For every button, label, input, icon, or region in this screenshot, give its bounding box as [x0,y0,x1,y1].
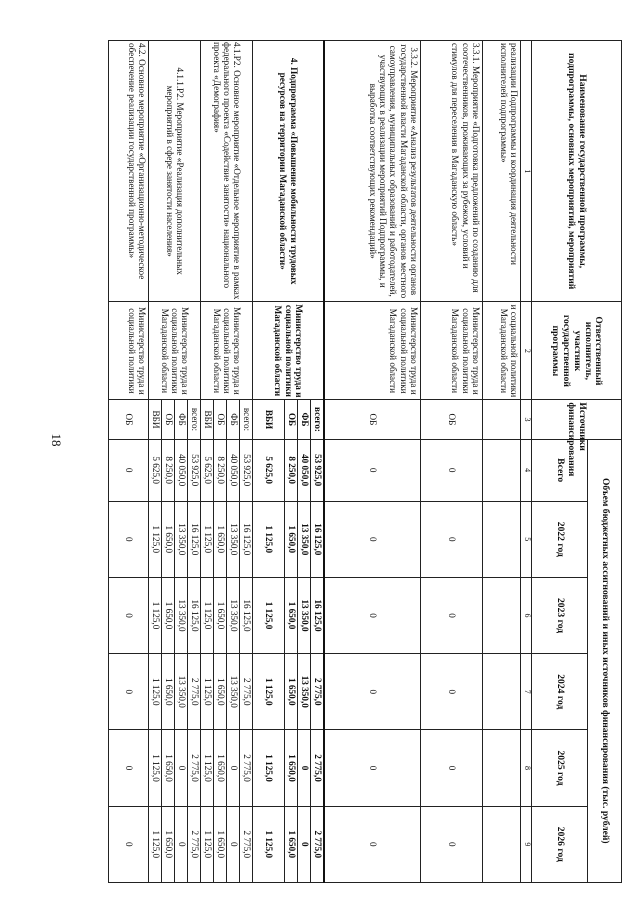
row-name: 4.1.1.Р2. Мероприятие «Реализация дополнительных мероприятий в сфере занятости населения» [149,41,201,302]
value-cell: 1 125,0 [149,577,162,653]
value-cell: 1 125,0 [253,806,285,882]
row-source: всего: [311,400,325,439]
header-year: 2025 год [532,730,588,806]
value-cell: 40 050,0 [298,439,311,501]
value-cell: 0 [227,806,240,882]
value-cell: 0 [325,439,421,501]
value-cell: 40 050,0 [175,439,188,501]
col-num: 7 [521,654,532,730]
value-cell: 1 650,0 [214,501,227,577]
value-cell: 13 350,0 [298,654,311,730]
value-cell: 1 650,0 [285,501,298,577]
col-num: 1 [521,41,532,302]
value-cell: 1 650,0 [285,577,298,653]
row-source: ВБИ [253,400,285,439]
value-cell: 0 [175,806,188,882]
value-cell: 1 125,0 [201,577,214,653]
value-cell: 8 250,0 [214,439,227,501]
value-cell: 0 [421,501,483,577]
value-cell: 0 [325,730,421,806]
header-year: 2024 год [532,654,588,730]
value-cell: 0 [325,654,421,730]
value-cell: 1 650,0 [162,501,175,577]
row-name: 4.1.Р2. Основное мероприятие «Отдельное мероприятие в рамках федерального проекта «Содействие занятости» национального проекта «Демография» [201,41,253,302]
value-cell: 1 125,0 [149,806,162,882]
header-source: Источники финансирования [532,400,622,439]
value-cell: 0 [421,806,483,882]
row-name: 4.2. Основное мероприятие «Организационно-методическое обеспечение реализации государственной программы» [109,41,149,302]
row-source: ФБ [175,400,188,439]
value-cell: 0 [109,730,149,806]
value-cell: 0 [298,730,311,806]
value-cell: 1 125,0 [201,501,214,577]
value-cell: 2 775,0 [311,730,325,806]
row-executor: Министерство труда и социальной политики Магаданской области [253,302,325,400]
value-cell: 0 [325,501,421,577]
value-cell: 1 650,0 [214,654,227,730]
value-cell: 1 125,0 [149,501,162,577]
row-executor: и социальной политики Магаданской области [483,302,521,400]
value-cell: 1 650,0 [285,654,298,730]
row-executor: Министерство труда и социальной политики Магаданской области [325,302,421,400]
value-cell: 53 925,0 [311,439,325,501]
value-cell: 13 350,0 [227,501,240,577]
row-executor: Министерство труда и социальной политики Магаданской области [421,302,483,400]
value-cell: 53 925,0 [240,439,253,501]
value-cell: 1 125,0 [253,730,285,806]
value-cell: 13 350,0 [227,654,240,730]
col-num: 2 [521,302,532,400]
header-executor: Ответственный исполнитель, участник государственной программы [532,302,622,400]
value-cell: 1 125,0 [201,730,214,806]
col-num: 9 [521,806,532,882]
value-cell: 0 [325,806,421,882]
value-cell: 0 [109,577,149,653]
value-cell: 16 125,0 [188,577,201,653]
table-row [188,41,201,883]
value-cell: 1 650,0 [162,730,175,806]
header-year: 2023 год [532,577,588,653]
value-cell: 0 [109,439,149,501]
value-cell: 13 350,0 [175,654,188,730]
value-cell: 1 650,0 [285,806,298,882]
row-name: 4. Подпрограмма «Повышение мобильности трудовых ресурсов на территории Магаданской области» [253,41,325,302]
value-cell: 13 350,0 [298,501,311,577]
value-cell: 1 125,0 [253,654,285,730]
value-cell: 1 125,0 [201,806,214,882]
value-cell: 0 [325,577,421,653]
value-cell: 1 125,0 [201,654,214,730]
value-cell: 0 [298,806,311,882]
col-num: 3 [521,400,532,439]
row-source: ОБ [285,400,298,439]
value-cell: 2 775,0 [188,654,201,730]
row-source: ОБ [214,400,227,439]
value-cell: 2 775,0 [240,806,253,882]
value-cell: 1 650,0 [214,806,227,882]
header-year: 2026 год [532,806,588,882]
value-cell: 13 350,0 [298,577,311,653]
value-cell: 0 [421,577,483,653]
value-cell: 2 775,0 [188,730,201,806]
row-source: ВБИ [149,400,162,439]
row-source: всего: [240,400,253,439]
value-cell: 16 125,0 [188,501,201,577]
col-num: 8 [521,730,532,806]
col-num: 6 [521,577,532,653]
row-executor: Министерство труда и социальной политики Магаданской области [149,302,201,400]
value-cell: 0 [175,730,188,806]
value-cell: 13 350,0 [175,501,188,577]
value-cell: 13 350,0 [175,577,188,653]
row-source: ФБ [298,400,311,439]
value-cell: 16 125,0 [240,577,253,653]
value-cell: 1 650,0 [214,730,227,806]
value-cell: 2 775,0 [311,806,325,882]
value-cell: 2 775,0 [240,654,253,730]
table-row [109,41,149,883]
value-cell: 0 [109,654,149,730]
row-source: ОБ [325,400,421,439]
col-num: 5 [521,501,532,577]
value-cell: 16 125,0 [311,501,325,577]
value-cell: 5 625,0 [149,439,162,501]
value-cell: 1 125,0 [149,730,162,806]
value-cell: 1 125,0 [253,501,285,577]
value-cell: 5 625,0 [201,439,214,501]
row-source: всего: [188,400,201,439]
rotated-page [124,40,622,883]
value-cell: 1 650,0 [162,577,175,653]
row-source: ОБ [421,400,483,439]
value-cell: 2 775,0 [240,730,253,806]
value-cell: 1 125,0 [149,654,162,730]
value-cell: 53 925,0 [188,439,201,501]
value-cell: 1 125,0 [253,577,285,653]
row-source: ОБ [162,400,175,439]
row-executor: Министерство труда и социальной политики Магаданской области [201,302,253,400]
table-row [240,41,253,883]
row-name: 3.3.1. Мероприятие «Подготовка предложений по созданию для соотечественников, проживающих за рубежом, условий и стимулов для переселения в Магаданскую область» [421,41,483,302]
value-cell: 0 [109,806,149,882]
value-cell: 8 250,0 [162,439,175,501]
table-row [311,41,325,883]
header-name: Наименование государственной программы, подпрограммы, основных мероприятий, мероприятий [532,41,622,302]
financing-table [109,40,623,883]
value-cell: 1 650,0 [162,654,175,730]
value-cell: 2 775,0 [188,806,201,882]
value-cell: 13 350,0 [227,577,240,653]
value-cell: 5 625,0 [253,439,285,501]
value-cell: 1 650,0 [285,730,298,806]
value-cell: 2 775,0 [311,654,325,730]
value-cell: 1 650,0 [162,806,175,882]
row-name: 3.3.2. Мероприятие «Анализ результатов деятельности органов государственной власти Магаданской области, органов местного самоуправления, муниципальных образований и работодателей, участвующих в реализации мероприятий Подпрограммы, и выработка соответствующих рекомендаций» [325,41,421,302]
table-row [325,41,421,883]
row-name: реализации Подпрограммы и координация деятельности исполнителей подпрограммы» [483,41,521,302]
value-cell: 40 050,0 [227,439,240,501]
column-number-row [521,41,532,883]
value-cell: 16 125,0 [311,577,325,653]
row-source: ВБИ [201,400,214,439]
value-cell: 8 250,0 [285,439,298,501]
row-source: ОБ [109,400,149,439]
table-row [421,41,483,883]
value-cell: 0 [109,501,149,577]
value-cell: 0 [227,730,240,806]
page-number: 18 [49,433,64,447]
table-row [483,41,521,883]
row-source: ФБ [227,400,240,439]
header-volume: Объем бюджетных ассигнований и иных источников финансирования (тыс. рублей) [588,439,622,882]
row-executor: Министерство труда и социальной политики [109,302,149,400]
value-cell: 0 [421,654,483,730]
value-cell: 0 [421,730,483,806]
header-year: 2022 год [532,501,588,577]
value-cell: 1 650,0 [214,577,227,653]
col-num: 4 [521,439,532,501]
value-cell: 0 [421,439,483,501]
value-cell: 16 125,0 [240,501,253,577]
header-total: Всего [532,439,588,501]
